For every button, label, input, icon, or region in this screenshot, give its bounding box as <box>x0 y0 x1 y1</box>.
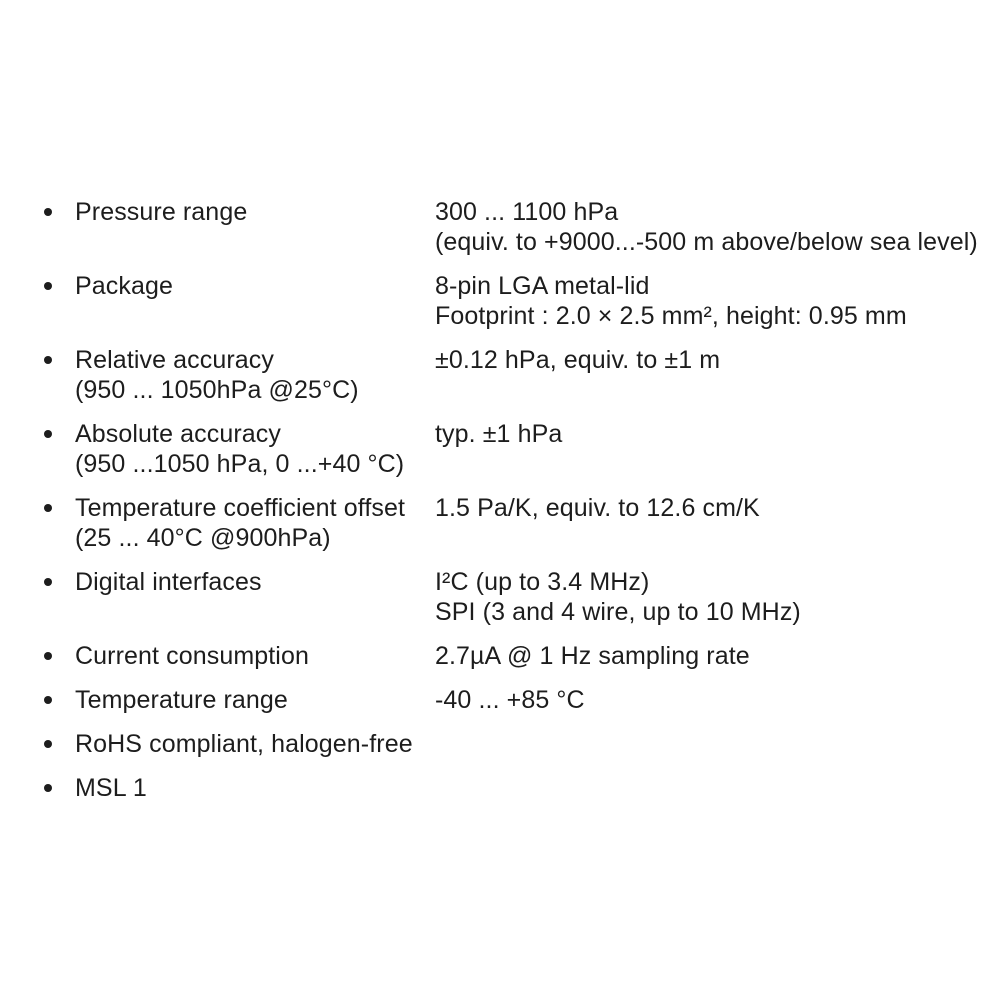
spec-label <box>75 271 435 301</box>
bullet-icon <box>44 282 52 290</box>
list-item <box>0 685 1000 715</box>
spec-label-line: Absolute accuracy <box>75 420 281 448</box>
spec-label <box>75 729 435 759</box>
bullet-icon <box>44 578 52 586</box>
list-item <box>0 773 1000 803</box>
spec-label-line: Current consumption <box>75 642 309 670</box>
spec-label-line: RoHS compliant, halogen-free <box>75 730 413 758</box>
list-item <box>0 729 1000 759</box>
spec-label <box>75 197 435 227</box>
spec-label <box>75 419 435 479</box>
spec-value-line: -40 ... +85 °C <box>435 686 585 714</box>
spec-value <box>435 641 1000 671</box>
spec-label-line: Digital interfaces <box>75 568 262 596</box>
spec-label-line: MSL 1 <box>75 774 147 802</box>
spec-value-line: SPI (3 and 4 wire, up to 10 MHz) <box>435 598 801 626</box>
spec-value-line: (equiv. to +9000...-500 m above/below sea level) <box>435 228 978 256</box>
spec-value-line: typ. ±1 hPa <box>435 420 563 448</box>
spec-value <box>435 567 1000 627</box>
list-item <box>0 567 1000 627</box>
spec-label-line: Relative accuracy <box>75 346 275 374</box>
bullet-icon <box>44 208 52 216</box>
bullet-icon <box>44 504 52 512</box>
spec-label-line: (25 ... 40°C @900hPa) <box>75 524 331 552</box>
list-item <box>0 271 1000 331</box>
spec-label-line: (950 ... 1050hPa @25°C) <box>75 376 359 404</box>
spec-value-line: 8-pin LGA metal-lid <box>435 272 650 300</box>
spec-label-line: Pressure range <box>75 198 248 226</box>
spec-label-line: Temperature coefficient offset <box>75 494 406 522</box>
spec-value-line: I²C (up to 3.4 MHz) <box>435 568 650 596</box>
spec-label <box>75 641 435 671</box>
list-item <box>0 345 1000 405</box>
bullet-icon <box>44 430 52 438</box>
bullet-icon <box>44 652 52 660</box>
spec-label <box>75 493 435 553</box>
list-item <box>0 641 1000 671</box>
spec-value-line: 2.7µA @ 1 Hz sampling rate <box>435 642 750 670</box>
list-item <box>0 493 1000 553</box>
list-item <box>0 419 1000 479</box>
spec-label <box>75 345 435 405</box>
spec-value-line: 1.5 Pa/K, equiv. to 12.6 cm/K <box>435 494 760 522</box>
spec-label-line: Temperature range <box>75 686 288 714</box>
spec-value-line: 300 ... 1100 hPa <box>435 198 619 226</box>
bullet-icon <box>44 784 52 792</box>
spec-label <box>75 685 435 715</box>
spec-list <box>0 197 1000 817</box>
spec-label-line: Package <box>75 272 173 300</box>
spec-value <box>435 345 1000 375</box>
spec-label <box>75 567 435 597</box>
spec-value <box>435 271 1000 331</box>
spec-value <box>435 493 1000 523</box>
spec-label-line: (950 ...1050 hPa, 0 ...+40 °C) <box>75 450 405 478</box>
spec-value-line: Footprint : 2.0 × 2.5 mm², height: 0.95 mm <box>435 302 907 330</box>
bullet-icon <box>44 356 52 364</box>
spec-value-line: ±0.12 hPa, equiv. to ±1 m <box>435 346 721 374</box>
spec-value <box>435 419 1000 449</box>
list-item <box>0 197 1000 257</box>
bullet-icon <box>44 696 52 704</box>
spec-value <box>435 197 1000 257</box>
bullet-icon <box>44 740 52 748</box>
spec-label <box>75 773 435 803</box>
spec-value <box>435 685 1000 715</box>
